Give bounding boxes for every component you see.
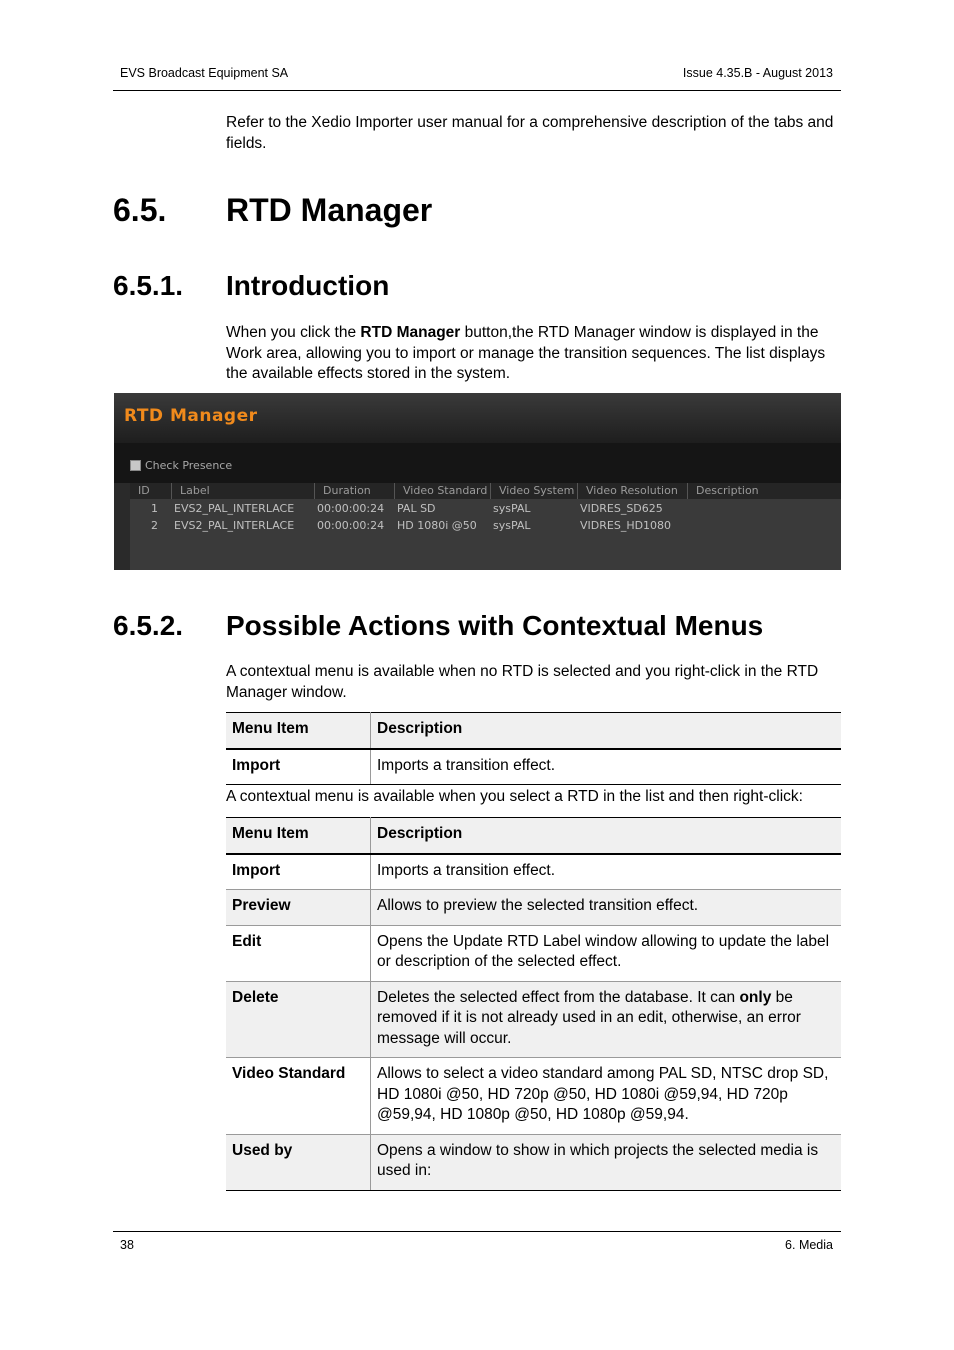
table-row	[226, 925, 841, 981]
col-header-description[interactable]: Description	[688, 483, 841, 499]
delete-desc-before: Deletes the selected effect from the database. It can	[377, 988, 740, 1006]
menu-item-name: Preview	[226, 890, 371, 926]
menu-item-name: Edit	[226, 925, 371, 981]
menu-item-description: Allows to select a video standard among PAL SD, NTSC drop SD, HD 1080i @50, HD 720p @50, HD 1080i @59,94, HD 720p @59,94, HD 1080p @50, HD 1080p @59,94.	[371, 1058, 842, 1135]
table-row	[226, 854, 841, 890]
table-header-row	[226, 713, 841, 749]
subsection-2-number: 6.5.2.	[113, 610, 184, 641]
col-header-video-standard[interactable]: Video Standard	[395, 483, 491, 499]
subsection-2-title: Possible Actions with Contextual Menus	[226, 610, 764, 641]
col-header-label[interactable]: Label	[172, 483, 315, 499]
menu-item-description: Imports a transition effect.	[371, 854, 842, 890]
menu-item-description: Allows to preview the selected transition effect.	[371, 890, 842, 926]
row2-id[interactable]: 2	[151, 519, 158, 532]
footer-rule	[113, 1231, 841, 1232]
contextual-menu-paragraph-1: A contextual menu is available when no RTD is selected and you right-click in the RTD Manager window.	[226, 663, 819, 701]
row1-label[interactable]: EVS2_PAL_INTERLACE	[174, 502, 295, 515]
row2-label[interactable]: EVS2_PAL_INTERLACE	[174, 519, 295, 532]
table-row	[226, 1058, 841, 1135]
col-header-duration[interactable]: Duration	[315, 483, 395, 499]
col-header-video-system[interactable]: Video System	[491, 483, 578, 499]
introduction-paragraph	[226, 323, 838, 385]
menu-item-description: Imports a transition effect.	[371, 749, 842, 785]
menu-item-description	[371, 981, 842, 1058]
row1-duration[interactable]: 00:00:00:24	[317, 502, 385, 515]
check-presence-checkbox[interactable]	[130, 460, 141, 471]
page-number: 38	[120, 1238, 134, 1252]
menu-table-no-selection	[226, 712, 841, 785]
section-number: 6.5.	[113, 192, 167, 228]
table-row	[226, 1134, 841, 1190]
intro-text-bold: RTD Manager	[360, 324, 461, 341]
footer-chapter: 6. Media	[785, 1238, 833, 1252]
table-header-description: Description	[371, 713, 842, 749]
row2-video-system[interactable]: sysPAL	[493, 519, 531, 532]
menu-item-name: Import	[226, 749, 371, 785]
col-header-id[interactable]: ID	[130, 483, 172, 499]
header-company: EVS Broadcast Equipment SA	[120, 66, 289, 80]
menu-item-description: Opens the Update RTD Label window allowing to update the label or description of the selected effect.	[371, 925, 842, 981]
contextual-menu-paragraph-2: A contextual menu is available when you select a RTD in the list and then right-click:	[226, 788, 803, 805]
row1-video-system[interactable]: sysPAL	[493, 502, 531, 515]
delete-desc-bold: only	[739, 988, 772, 1006]
row2-video-standard[interactable]: HD 1080i @50	[397, 519, 477, 532]
col-header-video-resolution[interactable]: Video Resolution	[578, 483, 688, 499]
row2-duration[interactable]: 00:00:00:24	[317, 519, 385, 532]
row1-video-resolution[interactable]: VIDRES_SD625	[580, 502, 663, 515]
table-header-menu-item: Menu Item	[226, 713, 371, 749]
table-row	[226, 981, 841, 1058]
table-header-menu-item: Menu Item	[226, 818, 371, 854]
header-rule	[113, 90, 841, 91]
subsection-1-number: 6.5.1.	[113, 270, 184, 301]
section-title: RTD Manager	[226, 192, 433, 228]
delete-desc-after: be removed if it is not already used in an edit, otherwise, an error message will occur.	[377, 988, 801, 1047]
menu-item-name: Video Standard	[226, 1058, 371, 1135]
rtd-manager-screenshot	[114, 393, 841, 570]
menu-table-with-selection	[226, 817, 841, 1191]
intro-text-after: button,the RTD Manager window is displayed in the Work area, allowing you to import or manage the transition sequences. The list displays the available effects stored in the system.	[226, 324, 826, 382]
menu-item-description: Opens a window to show in which projects the selected media is used in:	[371, 1134, 842, 1190]
intro-text-before: When you click the	[226, 324, 361, 341]
intro-paragraph: Refer to the Xedio Importer user manual for a comprehensive description of the tabs and fields.	[226, 114, 834, 152]
menu-item-name: Delete	[226, 981, 371, 1058]
row1-id[interactable]: 1	[151, 502, 158, 515]
table-row	[226, 749, 841, 785]
subsection-1-title: Introduction	[226, 270, 390, 301]
table-header-row	[226, 818, 841, 854]
menu-item-name: Used by	[226, 1134, 371, 1190]
header-issue: Issue 4.35.B - August 2013	[682, 66, 833, 80]
row2-video-resolution[interactable]: VIDRES_HD1080	[580, 519, 672, 532]
row1-video-standard[interactable]: PAL SD	[397, 502, 436, 515]
table-header-description: Description	[371, 818, 842, 854]
table-row	[226, 890, 841, 926]
menu-item-name: Import	[226, 854, 371, 890]
screenshot-title: RTD Manager	[124, 406, 258, 426]
check-presence-label: Check Presence	[145, 459, 233, 472]
